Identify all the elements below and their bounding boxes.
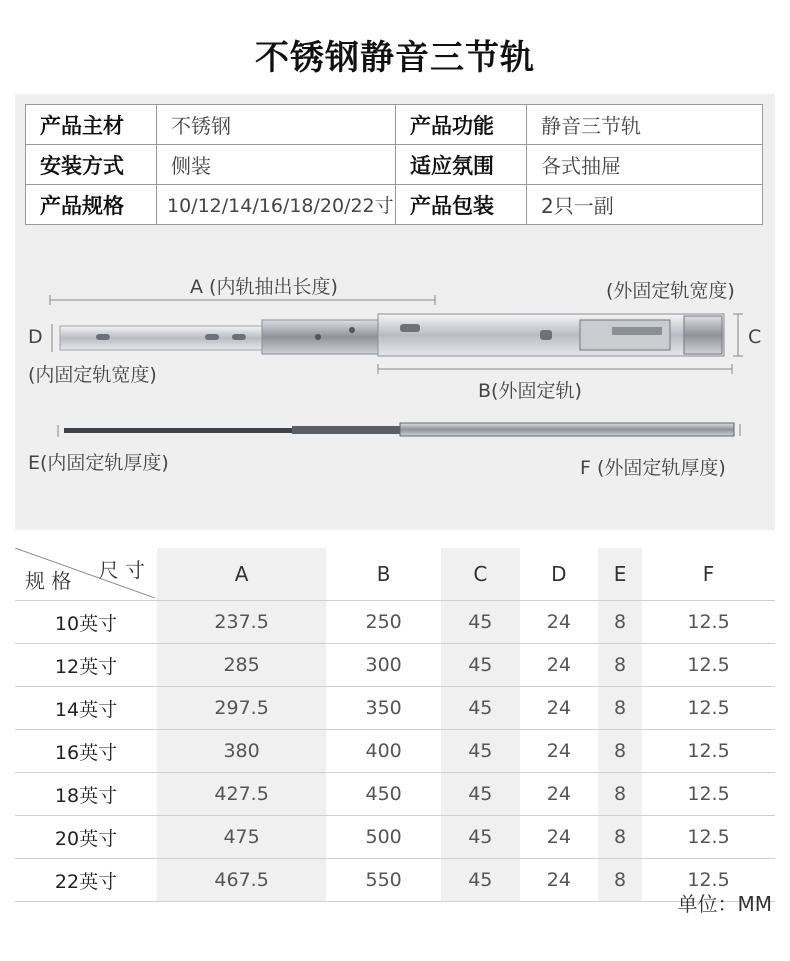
table-cell: 12.5 [642,859,775,902]
table-cell: 24 [520,687,599,730]
column-header: D [520,548,599,601]
spec-value: 静音三节轨 [527,105,763,145]
table-row [15,816,775,859]
table-row [15,730,775,773]
unit-label: 单位：MM [677,892,772,916]
table-cell: 300 [326,644,441,687]
dimension-table [15,548,775,902]
row-size-label: 10英寸 [15,601,157,644]
row-size-label: 18英寸 [15,773,157,816]
rail-slot [232,334,246,340]
table-cell: 45 [441,644,520,687]
table-cell: 45 [441,859,520,902]
table-cell: 500 [326,816,441,859]
table-cell: 350 [326,687,441,730]
table-cell: 12.5 [642,601,775,644]
table-cell: 8 [598,859,642,902]
table-cell: 8 [598,816,642,859]
table-cell: 380 [157,730,326,773]
table-header-row [15,548,775,601]
spec-value: 不锈钢 [157,105,396,145]
table-cell: 12.5 [642,816,775,859]
column-header: A [157,548,326,601]
rail-slot [205,334,219,340]
label-c: C [748,326,762,348]
table-cell: 250 [326,601,441,644]
table-cell: 24 [520,859,599,902]
table-row [15,773,775,816]
table-cell: 45 [441,816,520,859]
table-cell: 45 [441,687,520,730]
table-cell: 8 [598,601,642,644]
spec-value: 各式抽屉 [527,145,763,185]
table-cell: 8 [598,644,642,687]
table-cell: 8 [598,730,642,773]
label-a: A (内轨抽出长度) [190,276,338,298]
spec-label: 产品规格 [26,185,157,225]
label-d: D [28,326,43,348]
table-cell: 400 [326,730,441,773]
column-header: B [326,548,441,601]
table-cell: 45 [441,601,520,644]
label-e: E(内固定轨厚度) [28,452,169,474]
rail-slot [400,324,420,332]
spec-value: 2只一副 [527,185,763,225]
table-cell: 24 [520,816,599,859]
table-cell: 475 [157,816,326,859]
table-cell: 24 [520,730,599,773]
table-cell: 12.5 [642,730,775,773]
rail-hole [315,334,321,340]
table-row [15,644,775,687]
rail-hole [349,327,355,333]
row-size-label: 20英寸 [15,816,157,859]
label-b: B(外固定轨) [478,380,582,402]
table-cell: 24 [520,601,599,644]
column-header: E [598,548,642,601]
table-row [15,601,775,644]
table-row [15,687,775,730]
table-cell: 450 [326,773,441,816]
spec-label: 适应氛围 [396,145,527,185]
page-title: 不锈钢静音三节轨 [255,38,535,78]
table-cell: 237.5 [157,601,326,644]
table-corner-cell [15,548,157,601]
table-cell: 285 [157,644,326,687]
table-cell: 8 [598,773,642,816]
dimension-table-body [15,601,775,902]
corner-top-label: 尺 寸 [98,558,145,582]
label-f: F (外固定轨厚度) [580,457,726,479]
spec-label: 产品功能 [396,105,527,145]
table-cell: 467.5 [157,859,326,902]
row-size-label: 14英寸 [15,687,157,730]
label-d-desc: (内固定轨宽度) [28,364,157,386]
table-cell: 8 [598,687,642,730]
spec-value: 侧装 [157,145,396,185]
label-c-desc: (外固定轨宽度) [606,280,735,302]
middle-rail [262,320,392,354]
table-cell: 550 [326,859,441,902]
table-cell: 24 [520,644,599,687]
outer-rail-end [684,316,722,354]
row-size-label: 16英寸 [15,730,157,773]
spec-value: 10/12/14/16/18/20/22寸 [157,185,396,225]
rail-slot [540,330,552,340]
table-cell: 45 [441,773,520,816]
side-outer-rail [400,423,734,436]
table-cell: 45 [441,730,520,773]
corner-bottom-label: 规 格 [25,569,72,593]
side-middle-rail [292,426,402,434]
column-header: F [642,548,775,601]
rail-slot [96,334,110,340]
table-row [15,859,775,902]
column-header: C [441,548,520,601]
spec-label: 产品主材 [26,105,157,145]
table-cell: 12.5 [642,644,775,687]
table-cell: 12.5 [642,773,775,816]
row-size-label: 22英寸 [15,859,157,902]
table-cell: 24 [520,773,599,816]
spec-label: 安装方式 [26,145,157,185]
spec-label: 产品包装 [396,185,527,225]
side-inner-rail [64,428,294,433]
damper-cylinder [612,327,662,335]
table-cell: 297.5 [157,687,326,730]
table-cell: 12.5 [642,687,775,730]
table-cell: 427.5 [157,773,326,816]
row-size-label: 12英寸 [15,644,157,687]
